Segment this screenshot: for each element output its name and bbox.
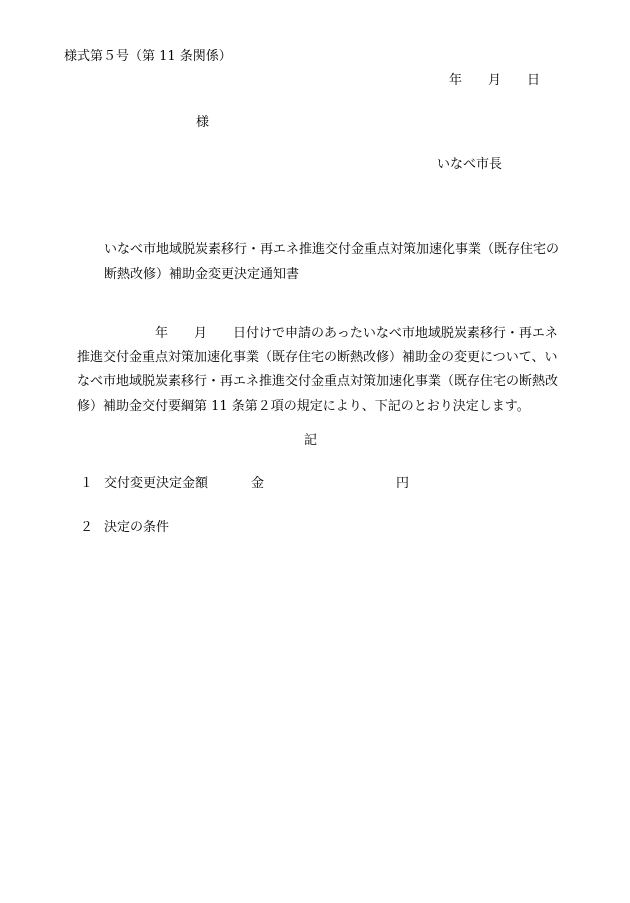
ki-heading: 記 xyxy=(304,433,318,448)
body-line-1-text: 日付けで申請のあったいなべ市地域脱炭素移行・再エネ xyxy=(233,326,558,341)
date-year-label: 年 xyxy=(449,73,463,88)
date-line xyxy=(449,74,540,87)
item-1-label: 交付変更決定金額 xyxy=(104,476,209,491)
body-year-label: 年 xyxy=(155,326,169,341)
date-month-label: 月 xyxy=(488,73,502,88)
body-line-1 xyxy=(155,327,558,340)
document-title-line-1: いなべ市地域脱炭素移行・再エネ推進交付金重点対策加速化事業（既存住宅の xyxy=(104,242,560,257)
body-line-4: 修）補助金交付要綱第 11 条第２項の規定により、下記のとおり決定します。 xyxy=(77,399,530,414)
document-title-line-2: 断熱改修）補助金変更決定通知書 xyxy=(104,267,300,282)
item-2-label: 決定の条件 xyxy=(104,520,170,535)
date-day-label: 日 xyxy=(527,73,541,88)
issuer: いなべ市長 xyxy=(437,157,503,172)
addressee-suffix: 様 xyxy=(196,115,210,130)
form-number: 様式第５号（第 11 条関係） xyxy=(64,49,232,64)
body-line-3: なべ市地域脱炭素移行・再エネ推進交付金重点対策加速化事業（既存住宅の断熱改 xyxy=(77,374,559,389)
item-1-amount-prefix: 金 xyxy=(251,476,265,491)
body-line-2: 推進交付金重点対策加速化事業（既存住宅の断熱改修）補助金の変更について、い xyxy=(77,350,558,365)
item-2-number: ２ xyxy=(80,520,94,535)
body-month-label: 月 xyxy=(194,326,208,341)
item-1-number: １ xyxy=(80,476,94,491)
item-1-amount-suffix: 円 xyxy=(396,476,410,491)
